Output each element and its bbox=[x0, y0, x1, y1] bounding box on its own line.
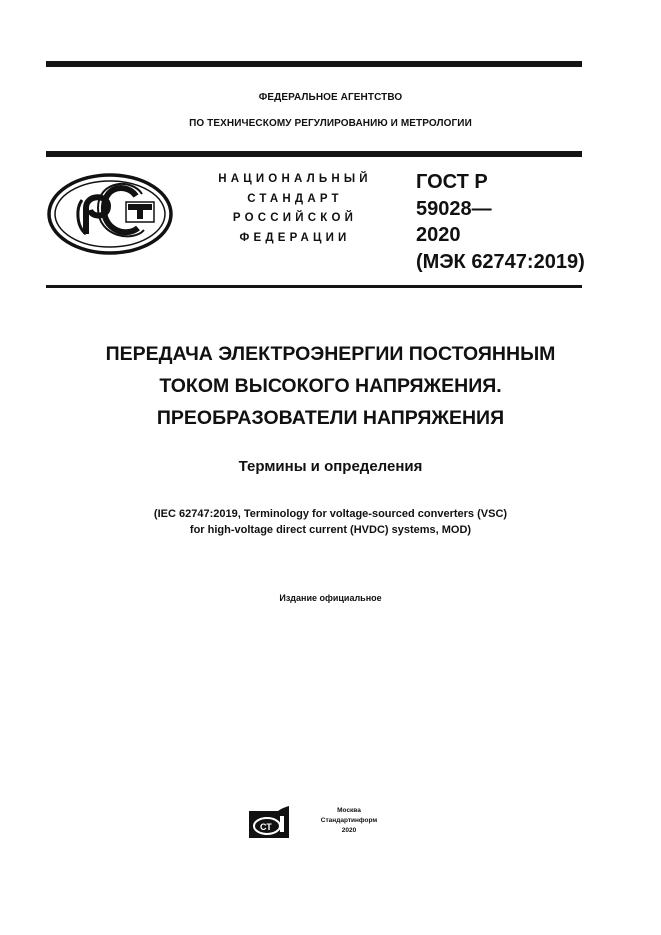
standard-type-line4: ФЕДЕРАЦИИ bbox=[239, 231, 351, 244]
designation-line4: (МЭК 62747:2019) bbox=[416, 250, 585, 273]
svg-text:СТ: СТ bbox=[260, 822, 272, 832]
designation-line1: ГОСТ Р bbox=[416, 171, 488, 193]
document-title bbox=[0, 338, 661, 434]
standard-type-line2: СТАНДАРТ bbox=[247, 192, 343, 205]
document-subtitle: Термины и определения bbox=[238, 458, 423, 475]
designation-rule bbox=[46, 285, 582, 288]
title-line1: ПЕРЕДАЧА ЭЛЕКТРОЭНЕРГИИ ПОСТОЯННЫМ bbox=[105, 343, 556, 365]
edition-label: Издание официальное bbox=[279, 593, 382, 603]
iec-reference-line1: (IEC 62747:2019, Terminology for voltage-sourced converters (VSC) bbox=[153, 508, 508, 520]
publisher-city: Москва bbox=[337, 807, 361, 814]
header-rule bbox=[46, 151, 582, 157]
standard-type-block bbox=[205, 170, 385, 248]
gost-r-certification-logo-icon bbox=[46, 172, 174, 256]
designation-line3: 2020 bbox=[416, 224, 461, 246]
iec-reference bbox=[0, 507, 661, 538]
publisher-info bbox=[310, 806, 388, 836]
agency-name-line1: ФЕДЕРАЛЬНОЕ АГЕНТСТВО bbox=[258, 92, 403, 103]
standartinform-logo-icon bbox=[248, 805, 290, 839]
top-rule bbox=[46, 61, 582, 67]
agency-name-line2: ПО ТЕХНИЧЕСКОМУ РЕГУЛИРОВАНИЮ И МЕТРОЛОГИИ bbox=[189, 118, 472, 129]
title-line2: ТОКОМ ВЫСОКОГО НАПРЯЖЕНИЯ. bbox=[159, 375, 502, 397]
standard-type-line3: РОССИЙСКОЙ bbox=[232, 212, 358, 224]
publisher-name: Стандартинформ bbox=[320, 817, 378, 824]
iec-reference-line2: for high-voltage direct current (HVDC) systems, MOD) bbox=[189, 523, 472, 536]
designation-line2: 59028— bbox=[416, 197, 492, 220]
publisher-year: 2020 bbox=[341, 827, 357, 834]
standard-type-line1: НАЦИОНАЛЬНЫЙ bbox=[218, 173, 372, 185]
standard-designation bbox=[416, 169, 585, 275]
title-line3: ПРЕОБРАЗОВАТЕЛИ НАПРЯЖЕНИЯ bbox=[156, 407, 505, 429]
